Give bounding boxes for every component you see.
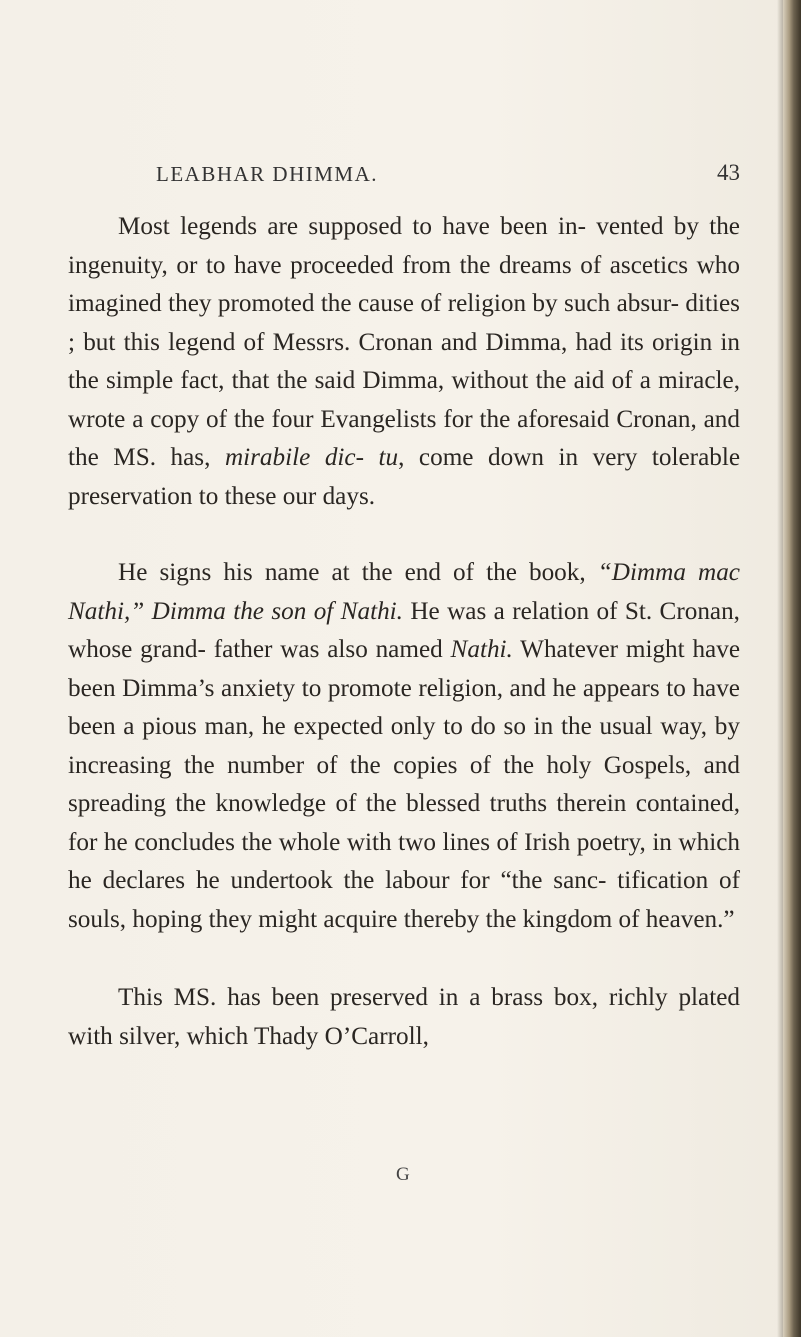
running-title: LEABHAR DHIMMA. <box>156 162 378 186</box>
signature-mark: G <box>396 1164 410 1185</box>
paragraph-2-before: He signs his name at the end of the book, <box>118 559 598 586</box>
paragraph-1-text: Most legends are supposed to have been in- vented by the ingenuity, or to have proceeded from the dreams of ascetics who imagined they promoted the cause of religion by such absur- dities ; but this legend of Messrs. Cronan and Dimma, had its origin in the simple fact, that the said Dimma, without the aid of a miracle, wrote a copy of the four Evangelists for the aforesaid Cronan, and the MS. has, <box>68 213 740 471</box>
body-text <box>68 208 740 1056</box>
paragraph-1-italic: mirabile dic- tu <box>224 444 399 471</box>
running-head <box>68 162 740 192</box>
paragraph-3 <box>68 979 740 1056</box>
paragraph-3-text: This MS. has been preserved in a brass box, richly plated with silver, which Thady O’Carroll, <box>68 984 740 1050</box>
paragraph-2-middle: He was a relation of St. Cronan, whose grand- father was also named <box>68 597 740 663</box>
paragraph-2 <box>68 554 740 939</box>
page-number: 43 <box>717 160 740 185</box>
paragraph-1 <box>68 208 740 516</box>
book-binding-edge <box>783 0 801 1337</box>
paragraph-2-italic-1: “Dimma mac Nathi,” Dimma the son of Nathi. <box>68 559 740 625</box>
paragraph-1-text-after: , come down in very tolerable preservation to these our days. <box>68 444 741 510</box>
paragraph-2-italic-2: Nathi. <box>450 636 513 663</box>
paragraph-2-after: Whatever might have been Dimma’s anxiety to promote religion, and he appears to have been a pious man, he expected only to do so in the usual way, by increasing the number of the copies of the holy Gospels, and spreading the knowledge of the blessed truths therein contained, for he concludes the whole with two lines of Irish poetry, in which he declares he undertook the labour for “the sanc- tification of souls, hoping they might acquire thereby the kingdom of heaven.” <box>68 636 740 933</box>
